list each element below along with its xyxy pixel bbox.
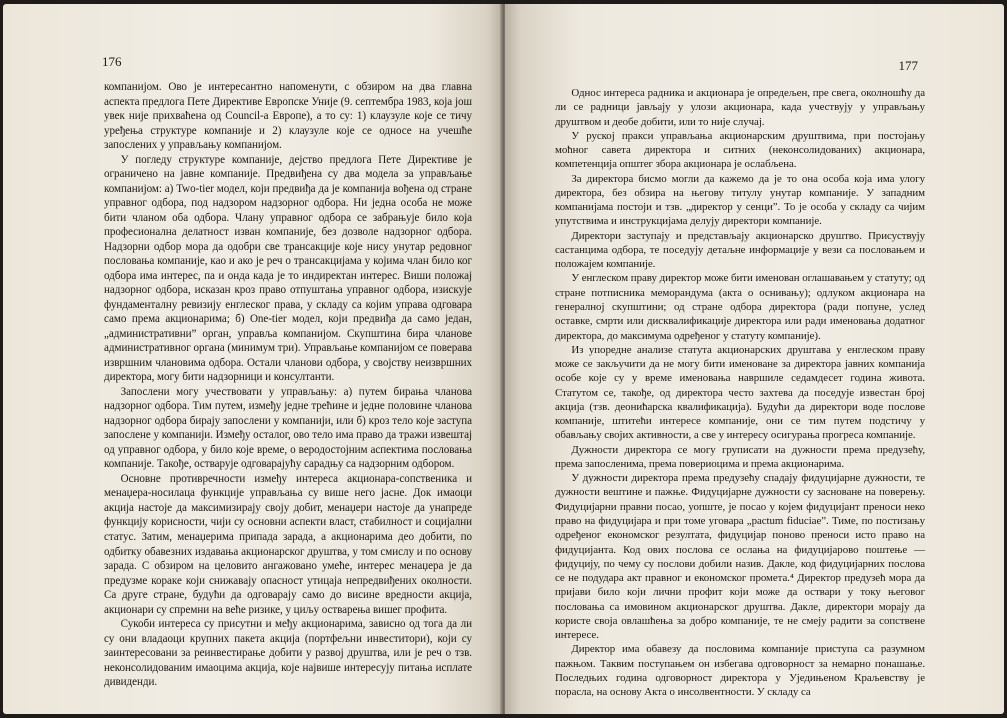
right-page-text [555,86,925,699]
paragraph: Из упоредне анализе статута акционарских друштава у енглеском праву може се закључити да не могу бити именоване за директора јавних компанија особе које су у време именовања навршиле седамдесет година живота. Статутом се, такође, од директора често захтева да поседује известан број акција (тзв. деонићарска квалификација). Будући да директори воде послове компаније, штитећи интересе компаније, они се тим путем подстичу у обављању својих активности, а све у интересу осигурања прогреса компаније. [555,343,925,442]
paragraph: Запослени могу учествовати у управљању: а) путем бирања чланова надзорног одбора. Тим путем, између једне трећине и једне половине чланова надзорног одбора бирају запослени у компанији, или б) кроз тело које заступа запослене у компанији. Између осталог, ово тело има право да тражи извештај од управног одбора, у било које време, о веродостојним аспектима пословања компаније. Такође, остварује одговарајућу сарадњу са надзорним одбором. [104,385,472,471]
right-page-number: 177 [898,58,918,73]
paragraph: Директор има обавезу да пословима компаније приступа са разумном пажњом. Таквим поступањем он избегава одговорност за немарно понашање. Последњих година одговорност директора у Уједињеном Краљевству је порасла, на основу Акта о инсолвентности. У складу са [555,643,925,699]
paragraph: Основне противречности између интереса акционара-сопственика и менаџера-носилаца функције управљања су више него јасне. Док имаоци акција настоје да максимизирају своју добит, менаџери настоје да унапреде функцију корисности, чији су основни аспекти власт, стабилност и социјални статус. Затим, менаџерима припада зарада, а акционарима део добити, по одбитку обавезних издавања акционарског друштва, у том смислу и по основу зарада. С обзиром на целовито ангажовано умеће, интерес менаџера је да предузме кораке који снижавају опасност утицаја непредвиђених околности. Са друге стране, будући да одговарају само до висине вредности акција, акционари су спремни на веће ризике, у циљу остварења вишег профита. [104,472,472,616]
paragraph: Дужности директора се могу груписати на дужности према предузећу, према запосленима, према повериоцима и према акционарима. [555,443,925,470]
left-page-number: 176 [102,54,122,69]
paragraph: компанијом. Ово је интересантно напоменути, с обзиром на два главна аспекта предлога Пете Директиве Европске Уније (9. септембра 1983, која још увек није прихваћена од Council-a Европе), а то су: 1) клаузуле које се тичу уређења структуре компаније и 2) клаузуле које се односе на учешће запослених у управљању компанијом. [104,81,472,152]
paragraph: У енглеском праву директор може бити именован оглашавањем у статуту; од стране потписника меморандума (акта о оснивању); одлуком акционара на генералној скупштини; од стране одбора директора (ради попуне, услед оставке, смрти или дисквалификације директора или ради именовања додатног директора, до максимума одређеног у статуту компаније). [555,272,925,342]
paragraph: Сукоби интереса су присутни и међу акционарима, зависно од тога да ли су они владаоци крупних пакета акција (портфељни инвеститори), који су заинтересовани за реинвестирање добити у развој друштва, или је реч о тзв. неконсолидованим имаоцима акција, које највише интересују питања исплате дивиденди. [104,618,472,689]
paragraph: У руској пракси управљања акционарским друштвима, при постојању моћног савета директора и ситних (неконсолидованих) акционара, компетенција општег збора акционара је ослабљена. [555,129,925,171]
left-page-text [104,80,472,690]
paragraph: За директора бисмо могли да кажемо да је то она особа која има улогу директора, без обзира на његову титулу унутар компаније. У западним компанијама постоји и тзв. „директор у сенци”. То је особа у складу са чијим упутствима и инструкцијама делују директори компаније. [555,172,925,228]
left-page [3,4,502,714]
paragraph: Директори заступају и представљају акционарско друштво. Присуствују састанцима одбора, те поседују детаљне информације у вези са пословањем и положајем компаније. [555,229,925,271]
paragraph: У дужности директора према предузећу спадају фидуцијарне дужности, те дужности вештине и пажње. Фидуцијарне дужности су засноване на поверењу. Фидуцијарни правни посао, уопште, је посао у којем фидуцијант преноси неко право на фидуцијара и при томе уговара „pactum fiduciae”. Тиме, по постизању одређеног економског резултата, фидуцијар поново преноси исто право на фидуцијанта. Код ових послова се ослања на фидуцијарово поштење — фидуцију, по чему су послови добили назив. Дакле, код фидуцијарних послова се не подудара акт правног и економског промета.⁴ Директор предузећ мора да пријави било који лични профит који може да оствари у току његовог пословања са имовином акционарског друштва. Дакле, директори морају да користе своја овлашћења за добро компаније, те не смеју радити за сопствене интересе. [555,472,925,642]
paragraph: Однос интереса радника и акционара је опредељен, пре свега, околношћу да ли се радници јављају у улози акционара, када учествују у управљању друштвом и деобе добити, или то није случај. [555,87,925,128]
paragraph: У погледу структуре компаније, дејство предлога Пете Директиве је ограничено на јавне компаније. Предвиђена су два модела за управљање компанијом: а) Two-tier модел, који предвиђа да је компанија вођена од стране управног одбора, под надзором надзорног одбора. Ни једна особа не може бити чланом оба одбора. Члану управног одбора се забрањује било која професионална делатност изван компаније, без дозволе надзорног одбора. Надзорни одбор мора да одобри све трансакције које нису унутар редовног пословања компаније, као и ако је реч о трансакцијама у којима члан било ког одбора има интерес, па и онда када је то индиректан интерес. Виши положај надзорног одбора, исказан кроз право отпуштања управног одбора, изискује фундаменталну ревизију енглеског права, у складу са којим управа одговара само према акционарима; б) One-tier модел, који предвиђа да само један, „административни” орган, управља компанијом. Скупштина бира чланове административног органа (минимум три). Управљање компанијом се поверава извршним члановима одбора. Остали чланови одбора, у својству неизвршних директора, могу бити надзорници и консултанти. [104,153,472,384]
right-page [505,4,1004,714]
